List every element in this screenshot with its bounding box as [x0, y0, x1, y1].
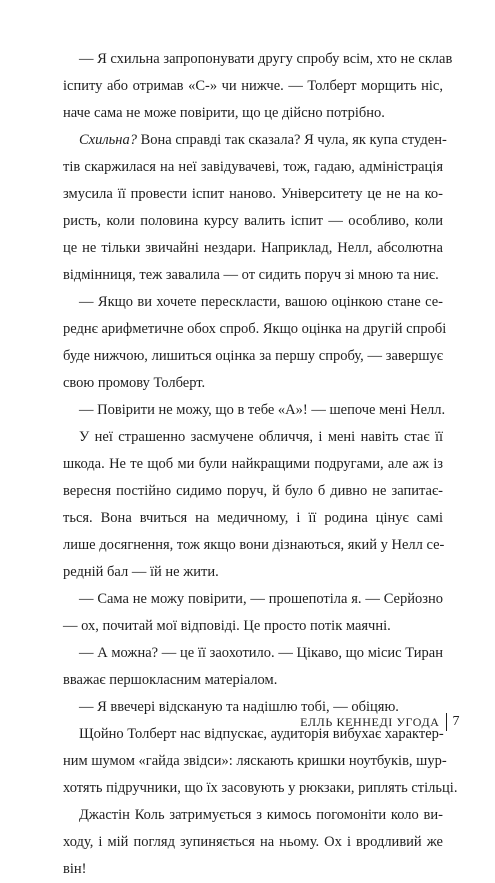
text-line: Джастін Коль затримується з кимось погомоніти коло ви- — [79, 807, 443, 823]
paragraph — [63, 289, 447, 397]
page-footer — [300, 713, 460, 731]
paragraph — [63, 424, 443, 586]
text-line: Схильна? Вона справді так сказала? Я чула, як купа студен- — [79, 132, 447, 148]
paragraph — [63, 640, 443, 694]
running-head: ЕЛЛЬ КЕННЕДІ УГОДА — [300, 714, 440, 729]
text-line: редній бал — їй не жити. — [63, 564, 219, 580]
text-line: У неї страшенно засмучене обличчя, і мені навіть стає її — [79, 429, 443, 445]
text-line: ристь, коли половина курсу валить іспит — особливо, коли — [63, 213, 443, 229]
text-line: — Я ввечері відсканую та надішлю тобі, — обіцяю. — [79, 699, 399, 715]
text-line: — Якщо ви хочете перескласти, вашою оцінкою стане се- — [79, 294, 443, 310]
text-line: свою промову Толберт. — [63, 375, 206, 391]
text-line: відмінниця, теж завалила — от сидить поруч зі мною та ниє. — [63, 267, 439, 283]
body-text — [63, 46, 458, 883]
paragraph — [63, 127, 447, 289]
footer-divider — [446, 713, 447, 731]
paragraph — [63, 802, 443, 883]
text-line: змусила її провести іспит наново. Університету це не на ко- — [63, 186, 443, 202]
text-line: ться. Вона вчиться на медичному, і її родина цінує самі — [63, 510, 443, 526]
text-line: — А можна? — це її заохотило. — Цікаво, що місис Тиран — [79, 645, 443, 661]
text-line: вересня постійно сидимо поруч, й було б дивно не запитає- — [63, 483, 443, 499]
text-line: — Сама не можу повірити, — прошепотіла я. — Серйозно — [79, 591, 443, 607]
text-line: — Я схильна запропонувати другу спробу всім, хто не склав — [79, 51, 453, 67]
paragraph — [63, 586, 443, 640]
text-line: іспиту або отримав «С-» чи нижче. — Толберт морщить ніс, — [63, 78, 443, 94]
text-line: тів скаржилася на неї завідувачеві, тож, гадаю, адміністрація — [63, 159, 443, 175]
text-line: це не тільки звичайні нездари. Наприклад, Нелл, абсолютна — [63, 240, 443, 256]
text-line: Щойно Толберт нас відпускає, аудиторія вибухає характер- — [79, 726, 444, 742]
paragraph — [63, 46, 453, 127]
text-line: наче сама не може повірити, що це дійсно потрібно. — [63, 105, 385, 121]
text-line: ходу, і мій погляд зупиняється на ньому. Ох і вродливий же — [63, 834, 443, 850]
text-line: хотять підручники, що їх засовують у рюкзаки, риплять стільці. — [63, 780, 458, 796]
text-line: реднє арифметичне обох спроб. Якщо оцінка на другій спробі — [63, 321, 447, 337]
text-line: шкода. Не те щоб ми були найкращими подругами, але аж із — [63, 456, 443, 472]
paragraph — [63, 721, 458, 802]
paragraph — [63, 397, 446, 424]
text-line: вважає першокласним матеріалом. — [63, 672, 278, 688]
page-number: 7 — [452, 714, 460, 729]
text-line: — ох, почитай мої відповіді. Це просто потік маячні. — [63, 618, 391, 634]
text-line: лише досягнення, тож якщо вони дізнаються, який у Нелл се- — [63, 537, 445, 553]
text-line: — Повірити не можу, що в тебе «А»! — шепоче мені Нелл. — [79, 402, 446, 418]
text-line: буде нижчою, лишиться оцінка за першу спробу, — завершує — [63, 348, 443, 364]
text-line: ним шумом «гайда звідси»: ляскають кришки ноутбуків, шур- — [63, 753, 447, 769]
text-line: він! — [63, 861, 87, 877]
emphasis: Схильна? — [79, 132, 137, 148]
